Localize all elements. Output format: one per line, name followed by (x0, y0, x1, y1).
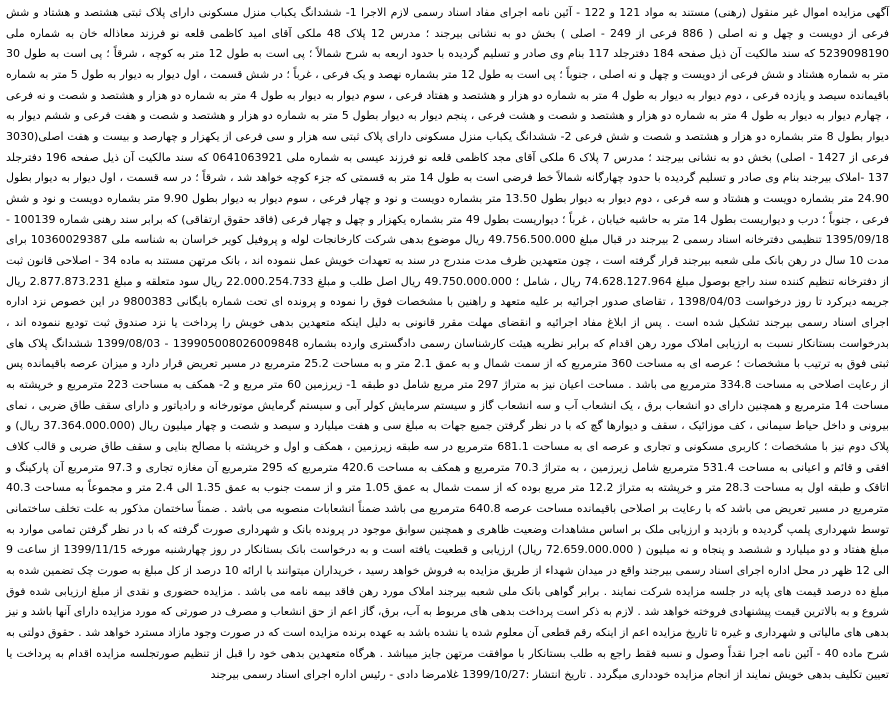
auction-notice-text: آگهی مزایده اموال غیر منقول (رهنی) مستند به مواد 121 و 122 - آئین نامه اجرای مفاد اسناد رسمی لازم الاجرا 1- ششدانگ یکباب منزل مسکونی دارای پلاک ثبتی هشتصد و هشتاد و شش فرعی از دویست و چهل و نه اصلی ( 886 فرعی از 249 - اصلی ) بخش دو به نشانی بیرجند ؛ مدرس 12 پلاک 48 ملکی آقای امید کاظمی قلعه نو فرزند معاذاله خان به شماره ملی 5239098190 که سند مالکیت آن ذیل صفحه 184 دفترجلد 117 بنام وی صادر و تسلیم گردیده با حدود اربعه به شرح شمالاً ؛ پی است به طول 12 متر به کوچه ، شرقاً ؛ پی است به طول 30 متر به شماره هشتاد و شش فرعی از دویست و چهل و نه اصلی ، جنوباً ؛ پی است به طول 12 متر بشماره نهصد و یک فرعی ، غرباً ؛ در شش قسمت ، اول دیوار به دیوار به طول 5 متر به شماره باقیمانده سیصد و یازده فرعی ، دوم دیوار به دیوار به طول 4 متر به شماره دو هزار و هشتصد و هفتاد فرعی ، سوم دیوار به دیوار به طول 4 متر به شماره دو هزار و هشتصد و شصت و نه فرعی ، چهارم دیوار به دیوار به طول 4 متر به شماره دو هزار و هشتصد و شصت و هشت فرعی ، پنجم دیوار به دیوار بطول 5 متر به شماره دو هزار و هشتصد و شصت و هفت فرعی و ششم دیوار به دیوار بطول 8 متر بشماره دو هزار و هشتصد و شصت و شش فرعی 2- ششدانگ یکباب منزل مسکونی دارای پلاک ثبتی سه هزار و سی فرعی از یکهزار و چهارصد و بیست و هفت اصلی(3030 فرعی از 1427 - اصلی) بخش دو به نشانی بیرجند ؛ مدرس 7 پلاک 6 ملکی آقای مجد کاظمی قلعه نو فرزند عیسی به شماره ملی 0641063921 که سند مالکیت آن ذیل صفحه 196 دفترجلد 137 -املاک بیرجند بنام وی صادر و تسلیم گردیده با حدود چهارگانه شمالاً خط فرضی است به طول 14 متر به قسمتی که جزء کوچه خواهد شد ، شرقاً ؛ در سه قسمت ، اول دیوار به دیوار بطول 24.90 متر بشماره دویست و هشتاد و سه فرعی ، دوم دیوار به دیوار بطول 13.50 متر بشماره دویست و نود و چهار فرعی ، سوم دیوار به دیوار بطول 9.90 متر بشماره دویست و نود و شش فرعی ، جنوباً ؛ درب و دیواریست بطول 14 متر به حاشیه خیابان ، غرباً ؛ دیواریست بطول 49 متر بشماره یکهزار و چهل و چهار فرعی (فاقد حقوق ارتفاقی) که برابر سند رهنی شماره 100139 - 1395/09/18 تنظیمی دفترخانه اسناد رسمی 2 بیرجند در قبال مبلغ 49.756.500.000 ریال موضوع بدهی شرکت کارخانجات لوله و پروفیل کویر خراسان به شناسه ملی 10360029387 برای مدت 10 سال در رهن بانک ملی شعبه بیرجند قرار گرفته است ، چون متعهدین ظرف مدت مندرج در سند به تعهدات خویش عمل ننموده اند ، بانک مرتهن مستند به ماده 34 - اصلاحی قانون ثبت از دفترخانه تنظیم کننده سند راجع بوصول مبلغ 74.628.127.964 ریال ، شامل ؛ 49.750.000.000 ریال اصل طلب و مبلغ 22.000.254.733 ریال سود متعلقه و مبلغ 2.877.873.231 ریال جریمه دیرکرد تا روز درخواست 1398/04/03 ، تقاضای صدور اجرائیه بر علیه متعهد و راهنین با مشخصات فوق را نموده و پرونده ای تحت شماره بایگانی 9800383 در این خصوص نزد اداره اجرای اسناد رسمی بیرجند تشکیل شده است . پس از ابلاغ مفاد اجرائیه و انقضای مهلت مقرر قانونی به دلیل اینکه متعهدین بدهی خویش را پرداخت یا نزد صندوق ثبت تودیع ننموده اند ، بدرخواست بستانکار نسبت به ارزیابی املاک مورد رهن اقدام که برابر نظریه هیئت کارشناسان رسمی دادگستری وارده بشماره 139905008026009848 - 1399/08/03 ششدانگ پلاک های ثبتی فوق به ترتیب با مشخصات ؛ عرصه ای به مساحت 360 مترمربع که از سمت شمال و به عمق 2.1 متر و به مساحت 25.2 مترمربع در مسیر تعریض قرار دارد و میزان عرصه باقیمانده پس از رعایت اصلاحی به مساحت 334.8 مترمربع می باشد . مساحت اعیان نیز به متراژ 297 متر مربع شامل دو طبقه 1- زیرزمین 60 متر مربع و 2- همکف به مساحت 223 مترمربع و خرپشته به مساحت 14 مترمربع و همچنین دارای دو انشعاب برق ، یک انشعاب آب و سه انشعاب گاز و سیستم سرمایش کولر آبی و سیستم گرمایش موتورخانه و رادیاتور و دارای سقف طاق ضربی ، نمای بیرونی و داخل حیاط سیمانی ، کف موزائیک ، سقف و دیوارها گچ که با در نظر گرفتن جمیع جهات به مبلغ سی و هفت میلیارد و سیصد و شصت و چهار میلیون ریال (37.364.000.000 ریال) و پلاک دوم نیز با مشخصات ؛ کاربری مسکونی و تجاری و عرصه ای به مساحت 681.1 مترمربع در سه طبقه زیرزمین ، همکف و اول و خرپشته با مصالح بنایی و سقف طاق ضربی و قالب کلاف افقی و قائم و اعیانی به مساحت 531.4 مترمربع شامل زیرزمین ، به متراژ 70.3 مترمربع و همکف به مساحت 420.6 مترمربع که 295 مترمربع آن مغازه تجاری و 97.3 مترمربع آن پارکینگ و اتاقک و طبقه اول به مساحت 28.3 متر و خرپشته به متراژ 12.2 متر مربع بوده که از سمت شمال به عمق 1.05 متر و از سمت جنوب به عمق 1.35 الی 2.4 متر و مجموعاً به مساحت 40.3 مترمربع در مسیر تعریض می باشد که با رعایت بر اصلاحی باقیمانده مساحت عرصه 640.8 مترمربع می باشد ضمناً انشعابات منصوبه می باشد . ضمناً ساختمان مذکور به علت تخلف ساختمانی توسط شهرداری پلمپ گردیده و بازدید و ارزیابی ملک بر اساس مشاهدات وضعیت ظاهری و همچنین سوابق موجود در پرونده بانک و شهرداری صورت گرفته که با در نظر گرفتن تمامی موارد به مبلغ هفتاد و دو میلیارد و ششصد و پنجاه و نه میلیون ( 72.659.000.000 ریال) ارزیابی و قطعیت یافته است و به درخواست بانک بستانکار در روز چهارشنبه مورخه 1399/11/15 از ساعت 9 الی 12 ظهر در محل اداره اجرای اسناد رسمی بیرجند واقع در میدان شهداء از طریق مزایده به فروش خواهد رسید ، خریداران میتوانند با ارائه 10 درصد از کل مبلغ به صورت چک تضمین شده به مبلغ ده درصد قیمت های پایه در جلسه مزایده شرکت نمایند . برابر گواهی بانک ملی شعبه بیرجند املاک مورد رهن فاقد بیمه نامه می باشد . مزایده حضوری و نقدی از مبلغ ارزیابی شده فوق شروع و به بالاترین قیمت پیشنهادی فروخته خواهد شد . لازم به ذکر است پرداخت بدهی های مربوط به آب، برق، گاز اعم از حق انشعاب و مصرف در صورتی که مورد مزایده دارای آنها باشد و نیز بدهی های مالیاتی و شهرداری و غیره تا تاریخ مزایده اعم از اینکه رقم قطعی آن معلوم شده یا نشده باشد به عهده برنده مزایده است که در صورت وجود مازاد مسترد خواهد شد . حقوق دولتی به شرح ماده 40 - آئین نامه اجرا نقداً وصول و نسبه فقط راجع به طلب بستانکار با موافقت مرتهن جایز میباشد . هرگاه متعهدین بدهی خود را قبل از تنظیم صورتجلسه مزایده اقدام به پرداخت یا تعیین تکلیف بدهی خویش نمایند از انجام مزایده خودداری میگردد . تاریخ انتشار :1399/10/27 غلامرضا دادی - رئیس اداره اجرای اسناد رسمی بیرجند (6, 6, 890, 681)
